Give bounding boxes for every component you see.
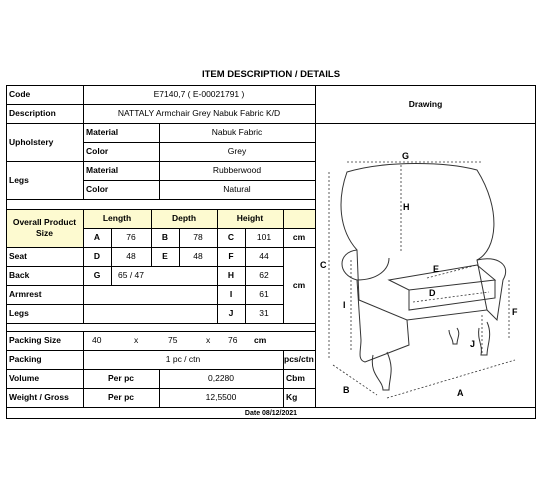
overall-unit: cm bbox=[292, 232, 306, 243]
packing-value: 1 pc / ctn bbox=[165, 354, 201, 365]
label-b: B bbox=[343, 385, 350, 395]
drawing-label: Drawing bbox=[408, 98, 443, 109]
packing-label: Packing bbox=[9, 354, 42, 365]
volume-value: 0,2280 bbox=[208, 373, 234, 384]
description-label: Description bbox=[9, 108, 56, 119]
spec-sheet bbox=[6, 85, 536, 419]
height-label: Height bbox=[217, 209, 283, 228]
weight-label: Weight / Gross bbox=[9, 392, 69, 403]
dim-g-letter: G bbox=[93, 270, 101, 281]
page-title: ITEM DESCRIPTION / DETAILS bbox=[201, 69, 341, 80]
label-i: I bbox=[343, 300, 346, 310]
packing-x1: x bbox=[134, 335, 139, 346]
volume-unit: Cbm bbox=[286, 373, 305, 384]
packing-size-unit: cm bbox=[254, 335, 267, 346]
dim-h-letter: H bbox=[227, 270, 235, 281]
dim-d-letter: D bbox=[93, 251, 101, 262]
label-h: H bbox=[403, 202, 410, 212]
dim-a-value: 76 bbox=[126, 232, 136, 243]
date: Date 08/12/2021 bbox=[244, 409, 298, 417]
armchair-drawing bbox=[317, 140, 533, 405]
label-a: A bbox=[457, 388, 464, 398]
volume-label: Volume bbox=[9, 373, 40, 384]
dim-f-value: 44 bbox=[259, 251, 269, 262]
dim-j-value: 31 bbox=[259, 308, 269, 319]
legs-material: Rubberwood bbox=[212, 165, 262, 176]
upholstery-material: Nabuk Fabric bbox=[211, 127, 263, 138]
label-c: C bbox=[320, 260, 327, 270]
overall-size-label: Overall Product Size bbox=[6, 209, 83, 247]
packing-unit: pcs/ctn bbox=[284, 354, 314, 365]
legs-label: Legs bbox=[9, 174, 29, 185]
code-label: Code bbox=[9, 89, 31, 100]
upholstery-label: Upholstery bbox=[9, 136, 54, 147]
dim-b-letter: B bbox=[161, 232, 169, 243]
overall-blank bbox=[283, 209, 315, 228]
dim-e-letter: E bbox=[162, 251, 168, 262]
dims-unit: cm bbox=[292, 279, 306, 290]
volume-per: Per pc bbox=[108, 373, 134, 384]
depth-label: Depth bbox=[151, 209, 217, 228]
weight-unit: Kg bbox=[286, 392, 298, 403]
packing-width: 75 bbox=[168, 335, 178, 346]
dim-c-letter: C bbox=[227, 232, 235, 243]
upholstery-color: Grey bbox=[227, 146, 247, 157]
dim-a-letter: A bbox=[93, 232, 101, 243]
upholstery-material-label: Material bbox=[86, 127, 119, 138]
code-value: E7140,7 ( E-00021791 ) bbox=[153, 89, 245, 100]
legs-dim-label: Legs bbox=[9, 308, 29, 319]
packing-size-label: Packing Size bbox=[9, 335, 61, 346]
label-e: E bbox=[433, 264, 440, 274]
dim-i-value: 61 bbox=[259, 289, 269, 300]
dim-f-letter: F bbox=[228, 251, 234, 262]
back-label: Back bbox=[9, 270, 30, 281]
dim-c-value: 101 bbox=[256, 232, 272, 243]
length-label: Length bbox=[83, 209, 151, 228]
label-f: F bbox=[512, 307, 518, 317]
packing-length: 40 bbox=[92, 335, 102, 346]
dim-b-value: 78 bbox=[193, 232, 203, 243]
packing-height: 76 bbox=[228, 335, 238, 346]
seat-label: Seat bbox=[9, 251, 27, 262]
weight-value: 12,5500 bbox=[205, 392, 237, 403]
legs-material-label: Material bbox=[86, 165, 119, 176]
dim-e-value: 48 bbox=[193, 251, 203, 262]
label-j: J bbox=[470, 339, 476, 349]
dim-g-value: 65 / 47 bbox=[118, 270, 144, 281]
label-g: G bbox=[402, 151, 410, 161]
legs-color: Natural bbox=[223, 184, 251, 195]
description-value: NATTALY Armchair Grey Nabuk Fabric K/D bbox=[117, 108, 281, 119]
armrest-label: Armrest bbox=[9, 289, 42, 300]
dim-h-value: 62 bbox=[259, 270, 269, 281]
weight-per: Per pc bbox=[108, 392, 134, 403]
label-d: D bbox=[429, 288, 436, 298]
legs-color-label: Color bbox=[86, 184, 109, 195]
dim-j-letter: J bbox=[228, 308, 234, 319]
upholstery-color-label: Color bbox=[86, 146, 109, 157]
packing-x2: x bbox=[206, 335, 211, 346]
dim-i-letter: I bbox=[229, 289, 233, 300]
dim-d-value: 48 bbox=[126, 251, 136, 262]
